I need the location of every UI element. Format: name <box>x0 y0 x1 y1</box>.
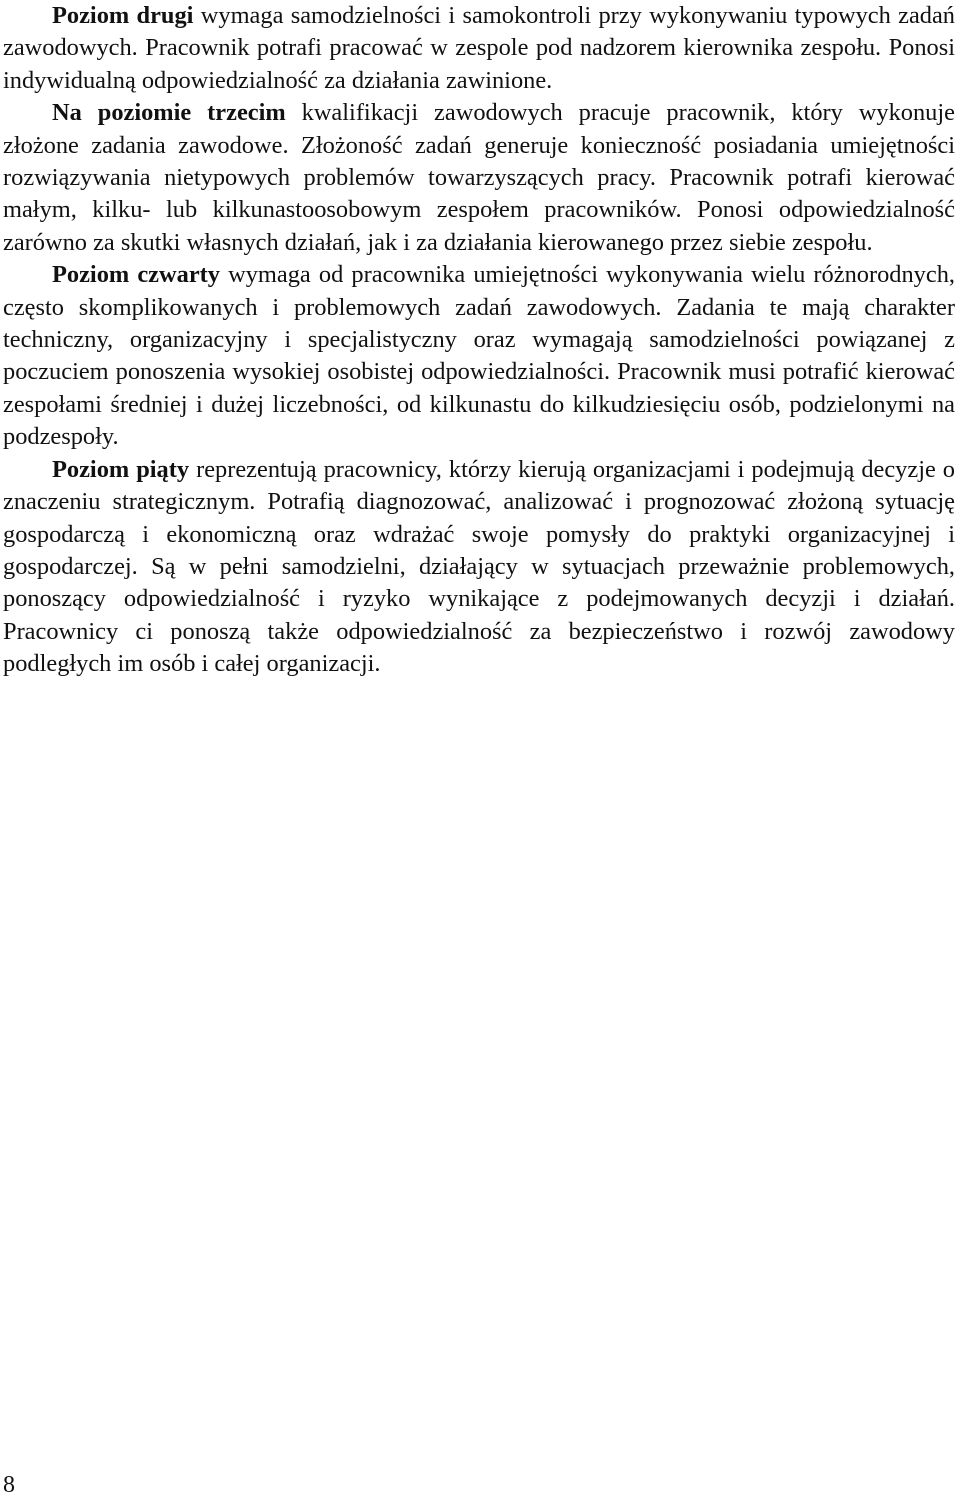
paragraph-lead: Na poziomie trzecim <box>52 99 286 127</box>
page-number: 8 <box>3 1472 15 1498</box>
paragraph-level-4 <box>3 259 955 453</box>
document-body <box>3 0 955 681</box>
paragraph-text: kwalifikacji zawodowych pracuje pracownik, który wykonuje złożone zadania zawodowe. Złożoność zadań generuje konieczność posiadania umiejętności rozwiązywania nietypowych problemów towarzyszących pracy. Pracownik potrafi kierować małym, kilku- lub kilkunastoosobowym zespołem pracowników. Ponosi odpowiedzialność zarówno za skutki własnych działań, jak i za działania kierowanego przez siebie zespołu. <box>3 99 955 256</box>
paragraph-lead: Poziom drugi <box>52 2 194 29</box>
paragraph-text: wymaga od pracownika umiejętności wykonywania wielu różnorodnych, często skomplikowanych i problemowych zadań zawodowych. Zadania te mają charakter techniczny, organizacyjny i specjalistyczny oraz wymagają samodzielności powiązanej z poczuciem ponoszenia wysokiej osobistej odpowiedzialności. Pracownik musi potrafić kierować zespołami średniej i dużej liczebności, od kilkunastu do kilkudziesięciu osób, podzielonymi na podzespoły. <box>3 261 955 451</box>
paragraph-lead: Poziom piąty <box>52 455 190 483</box>
paragraph-text: wymaga samodzielności i samokontroli przy wykonywaniu typowych zadań zawodowych. Pracownik potrafi pracować w zespole pod nadzorem kierownika zespołu. Ponosi indywidualną odpowiedzialność za działania zawinione. <box>3 2 956 94</box>
paragraph-level-5 <box>3 454 955 681</box>
paragraph-level-2 <box>3 0 955 97</box>
paragraph-lead: Poziom czwarty <box>52 261 220 289</box>
paragraph-text: reprezentują pracownicy, którzy kierują organizacjami i podejmują decyzje o znaczeniu strategicznym. Potrafią diagnozować, analizować i prognozować złożoną sytuację gospodarczą i ekonomiczną oraz wdrażać swoje pomysły do praktyki organizacyjnej i gospodarczej. Są w pełni samodzielni, działający w sytuacjach przeważnie problemowych, ponoszący odpowiedzialność i ryzyko wynikające z podejmowanych decyzji i działań. Pracownicy ci ponoszą także odpowiedzialność za bezpieczeństwo i rozwój zawodowy podległych im osób i całej organizacji. <box>3 455 955 678</box>
paragraph-level-3 <box>3 97 955 259</box>
